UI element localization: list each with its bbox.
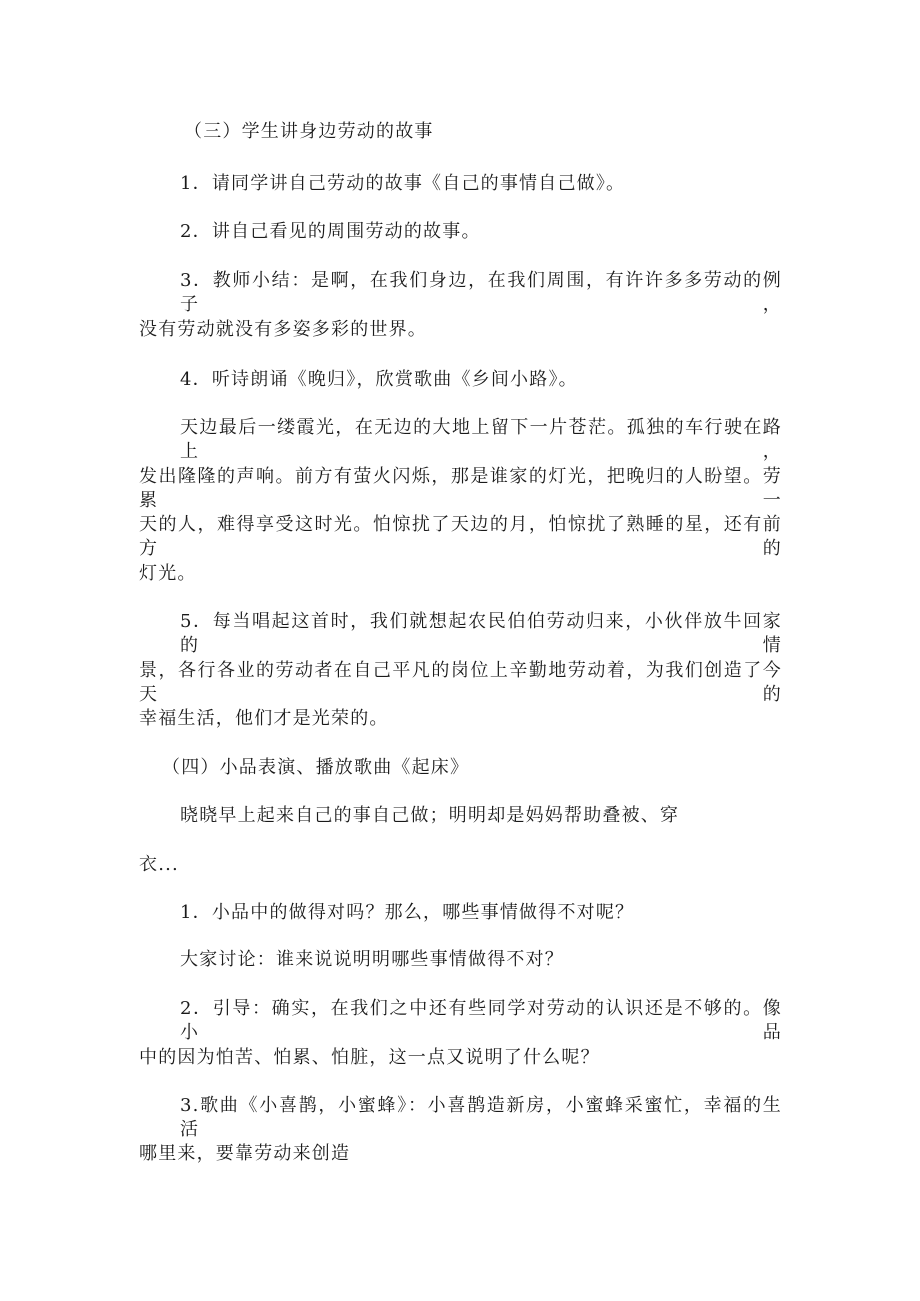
poem-line-3: 天的人，难得享受这时光。怕惊扰了天边的月，怕惊扰了熟睡的星，还有前方的: [139, 514, 782, 559]
section-3-item-1: 1．请同学讲自己劳动的故事《自己的事情自己做》。: [180, 173, 626, 194]
section-3-item-4: 4．听诗朗诵《晚归》，欣赏歌曲《乡间小路》。: [180, 369, 578, 390]
section-4-item-3-line-1: 3.歌曲《小喜鹊，小蜜蜂》：小喜鹊造新房，小蜜蜂采蜜忙，幸福的生活: [180, 1095, 782, 1140]
poem-line-2: 发出隆隆的声响。前方有萤火闪烁，那是谁家的灯光，把晚归的人盼望。劳累一: [139, 466, 782, 511]
poem-line-1: 天边最后一缕霞光，在无边的大地上留下一片苍茫。孤独的车行驶在路上，: [180, 417, 782, 462]
section-3-item-5-line-1: 5．每当唱起这首时，我们就想起农民伯伯劳动归来，小伙伴放牛回家的情: [180, 611, 782, 656]
section-3-heading: （三）学生讲身边劳动的故事: [184, 121, 434, 142]
section-4-item-1: 1．小品中的做得对吗？那么，哪些事情做得不对呢？: [180, 902, 635, 923]
section-3-item-5-line-2: 景，各行各业的劳动者在自己平凡的岗位上辛勤地劳动着，为我们创造了今天的: [139, 660, 782, 705]
poem-line-4: 灯光。: [139, 563, 197, 584]
section-3-item-2: 2．讲自己看见的周围劳动的故事。: [180, 221, 481, 242]
section-4-item-2-line-2: 中的因为怕苦、怕累、怕脏，这一点又说明了什么呢？: [139, 1047, 600, 1068]
section-4-heading: （四）小品表演、播放歌曲《起床》: [162, 757, 470, 778]
section-3-item-3-line-2: 没有劳动就没有多姿多彩的世界。: [139, 319, 427, 340]
skit-line-1: 晓晓早上起来自己的事自己做；明明却是妈妈帮助叠被、穿: [180, 805, 680, 826]
section-4-item-3-line-2: 哪里来，要靠劳动来创造: [139, 1143, 351, 1164]
skit-line-2: 衣...: [139, 854, 179, 875]
section-3-item-5-line-3: 幸福生活，他们才是光荣的。: [139, 708, 389, 729]
section-3-item-3-line-1: 3．教师小结：是啊，在我们身边，在我们周围，有许许多多劳动的例子，: [180, 270, 782, 315]
section-4-item-2-line-1: 2．引导：确实，在我们之中还有些同学对劳动的认识还是不够的。像小品: [180, 998, 782, 1043]
discussion-prompt: 大家讨论：谁来说说明明哪些事情做得不对？: [180, 949, 564, 970]
